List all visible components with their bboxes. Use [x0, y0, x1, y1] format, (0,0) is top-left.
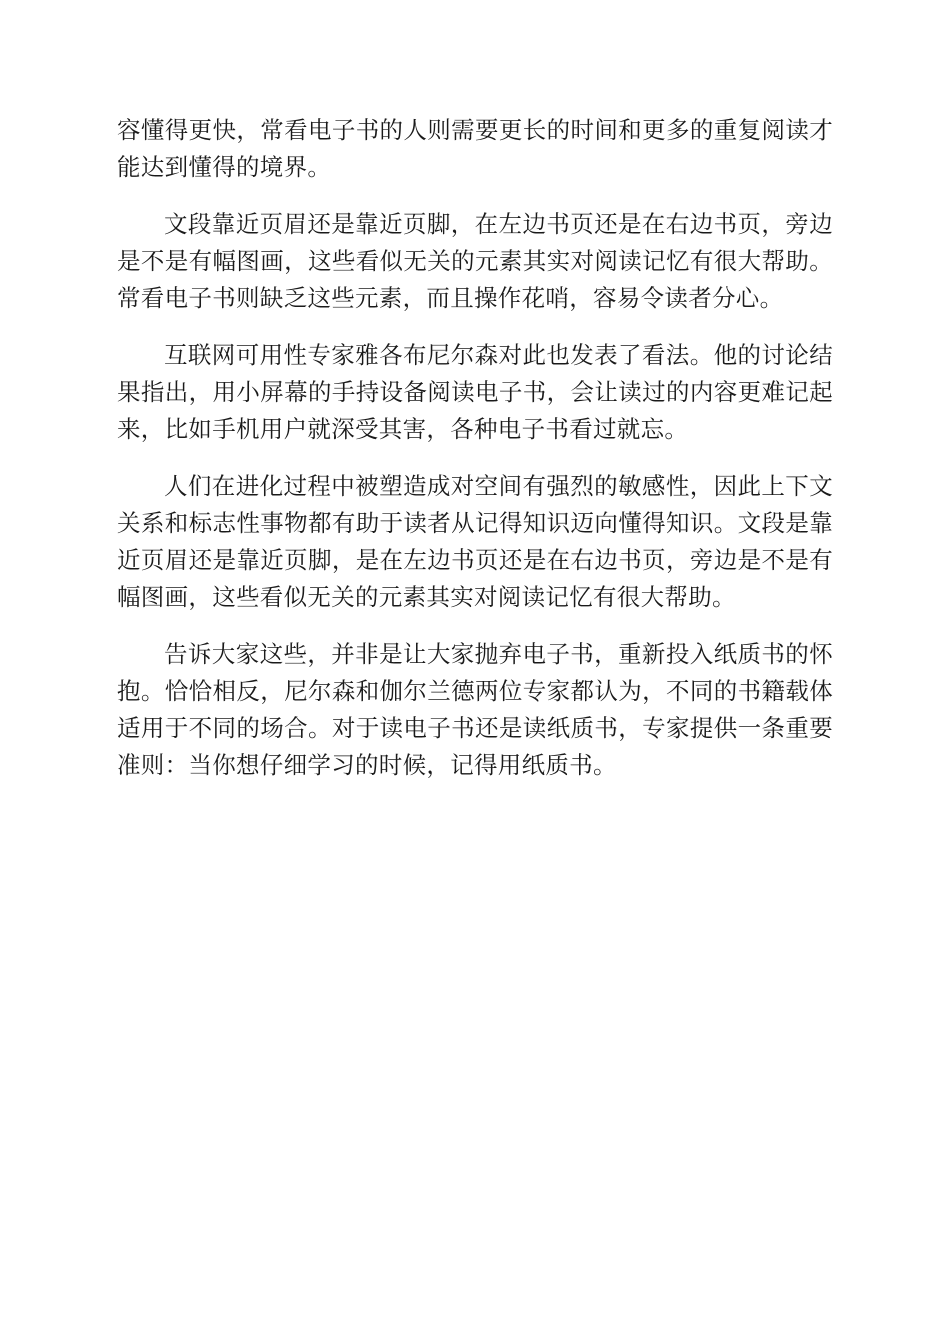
paragraph-conclusion: 告诉大家这些，并非是让大家抛弃电子书，重新投入纸质书的怀抱。恰恰相反，尼尔森和伽尔兰德两位专家都认为，不同的书籍载体适用于不同的场合。对于读电子书还是读纸质书，专家提供一条重要准则：当你想仔细学习的时候，记得用纸质书。: [117, 640, 833, 779]
paragraph-nielsen-opinion: 互联网可用性专家雅各布尼尔森对此也发表了看法。他的讨论结果指出，用小屏幕的手持设备阅读电子书，会让读过的内容更难记起来，比如手机用户就深受其害，各种电子书看过就忘。: [117, 341, 833, 443]
paragraph-spatial-sensitivity: 人们在进化过程中被塑造成对空间有强烈的敏感性，因此上下文关系和标志性事物都有助于读者从记得知识迈向懂得知识。文段是靠近页眉还是靠近页脚，是在左边书页还是在右边书页，旁边是不是有幅图画，这些看似无关的元素其实对阅读记忆有很大帮助。: [117, 472, 833, 611]
paragraph-continuation: 容懂得更快，常看电子书的人则需要更长的时间和更多的重复阅读才能达到懂得的境界。: [117, 116, 833, 181]
document-body: [117, 112, 833, 804]
paragraph-page-layout-memory: 文段靠近页眉还是靠近页脚，在左边书页还是在右边书页，旁边是不是有幅图画，这些看似无关的元素其实对阅读记忆有很大帮助。常看电子书则缺乏这些元素，而且操作花哨，容易令读者分心。: [117, 210, 833, 312]
